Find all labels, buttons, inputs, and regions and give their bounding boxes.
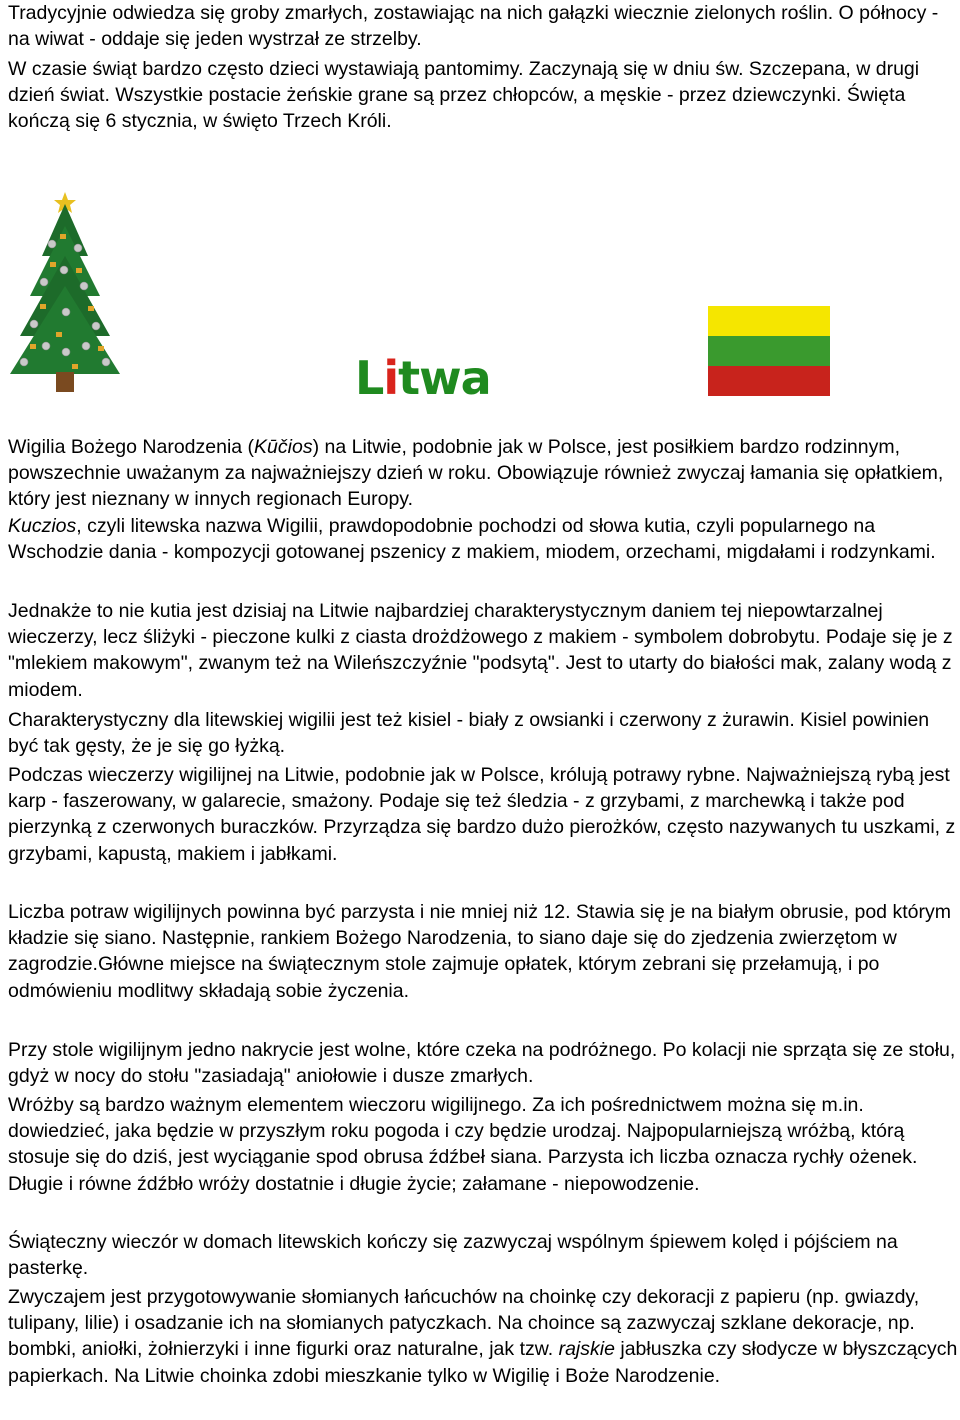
- article-paragraph-6: Liczba potraw wigilijnych powinna być parzysta i nie mniej niż 12. Stawia się je na białym obrusie, pod którym kładzie się siano. Następnie, rankiem Bożego Narodzenia, to siano daje się do zjedzenia zwierzętom w zagrodzie.Główne miejsce na świątecznym stole zajmuje opłatek, którym zebrani się przełamują, i po odmówieniu modlitwy składają sobie życzenia.: [8, 901, 951, 1002]
- christmas-tree-image: [6, 186, 124, 398]
- article-paragraph-10: Zwyczajem jest przygotowywanie słomianych łańcuchów na choinkę czy dekoracji z papieru (np. gwiazdy, tulipany, lilie) i osadzanie ich na słomianych patyczkach. Na choince są zazwyczaj szklane dekoracje, np. bombki, aniołki, żołnierzyki i inne figurki oraz naturalne, jak tzw. rajskie jabłuszka czy słodycze w błyszczących papierkach. Na Litwie choinka zdobi mieszkanie tylko w Wigilię i Boże Narodzenie.: [8, 1286, 958, 1387]
- term-kuczios: Kuczios: [8, 515, 77, 537]
- intro-paragraph-1: Tradycyjnie odwiedza się groby zmarłych, zostawiając na nich gałązki wiecznie zielonych roślin. O północy - na wiwat - oddaje się jeden wystrzał ze strzelby.: [8, 2, 939, 50]
- heading-letter-l: L: [355, 351, 384, 405]
- heading-letters-twa: twa: [398, 351, 491, 405]
- article-paragraph-2: Kuczios, czyli litewska nazwa Wigilii, prawdopodobnie pochodzi od słowa kutia, czyli popularnego na Wschodzie dania - kompozycji gotowanej pszenicy z makiem, miodem, orzechami, migdałami i rodzynkami.: [8, 515, 936, 564]
- flag-green-band: [708, 336, 830, 366]
- article-paragraph-8: Wróżby są bardzo ważnym elementem wieczoru wigilijnego. Za ich pośrednictwem można się m.in. dowiedzieć, jaka będzie w przyszłym roku pogoda i czy będzie urodzaj. Najpopularniejszą wróżbą, którą stosuje się do dziś, jest wyciąganie spod obrusa źdźbeł siana. Parzysta ich liczba oznacza rychły ożenek. Długie i równe źdźbło wróży dostatnie i długie życie; załamane - niepowodzenie.: [8, 1094, 918, 1195]
- article-paragraph-9: Świąteczny wieczór w domach litewskich kończy się zazwyczaj wspólnym śpiewem kolęd i pójściem na pasterkę.: [8, 1231, 898, 1280]
- flag-red-band: [708, 366, 830, 396]
- article-paragraph-4: Charakterystyczny dla litewskiej wigilii jest też kisiel - biały z owsianki i czerwony z żurawin. Kisiel powinien być tak gęsty, że je się go łyżką.: [8, 709, 930, 758]
- article-paragraph-3: Jednakże to nie kutia jest dzisiaj na Litwie najbardziej charakterystycznym daniem tej niepowtarzalnej wieczerzy, lecz śliżyki - pieczone kulki z ciasta drożdżowego z makiem - symbolem dobrobytu. Podaje się je z "mlekiem makowym", zwanym też na Wileńszczyźnie "podsytą". Jest to utarty do białości mak, zalany wodą z miodem.: [8, 600, 953, 701]
- lithuania-flag-image: [708, 306, 830, 396]
- heading-letter-i: i: [383, 351, 399, 405]
- term-rajskie: rajskie: [558, 1338, 615, 1361]
- term-kucios: Kūčios: [254, 436, 313, 458]
- intro-paragraph-2: W czasie świąt bardzo często dzieci wystawiają pantomimy. Zaczynają się w dniu św. Szczepana, w drugi dzień świat. Wszystkie postacie żeńskie grane są przez chłopców, a męskie - przez dziewczynki. Święta kończą się 6 stycznia, w święto Trzech Króli.: [8, 58, 920, 132]
- flag-yellow-band: [708, 306, 830, 336]
- country-heading: [355, 350, 491, 406]
- article-paragraph-1: Wigilia Bożego Narodzenia (Kūčios) na Litwie, podobnie jak w Polsce, jest posiłkiem bardzo rodzinnym, powszechnie uważanym za najważniejszy dzień w roku. Obowiązuje również zwyczaj łamania się opłatkiem, który jest nieznany w innych regionach Europy.: [8, 436, 944, 511]
- article-paragraph-5: Podczas wieczerzy wigilijnej na Litwie, podobnie jak w Polsce, królują potrawy rybne. Najważniejszą rybą jest karp - faszerowany, w galarecie, smażony. Podaje się też śledzia - z grzybami, z marchewką i także pod pierzynką z czerwonych buraczków. Przyrządza się bardzo dużo pierożków, często nazywanych tu uszkami, z grzybami, kapustą, makiem i jabłkami.: [8, 764, 956, 865]
- article-paragraph-7: Przy stole wigilijnym jedno nakrycie jest wolne, które czeka na podróżnego. Po kolacji nie sprząta się ze stołu, gdyż w nocy do stołu "zasiadają" aniołowie i dusze zmarłych.: [8, 1039, 956, 1088]
